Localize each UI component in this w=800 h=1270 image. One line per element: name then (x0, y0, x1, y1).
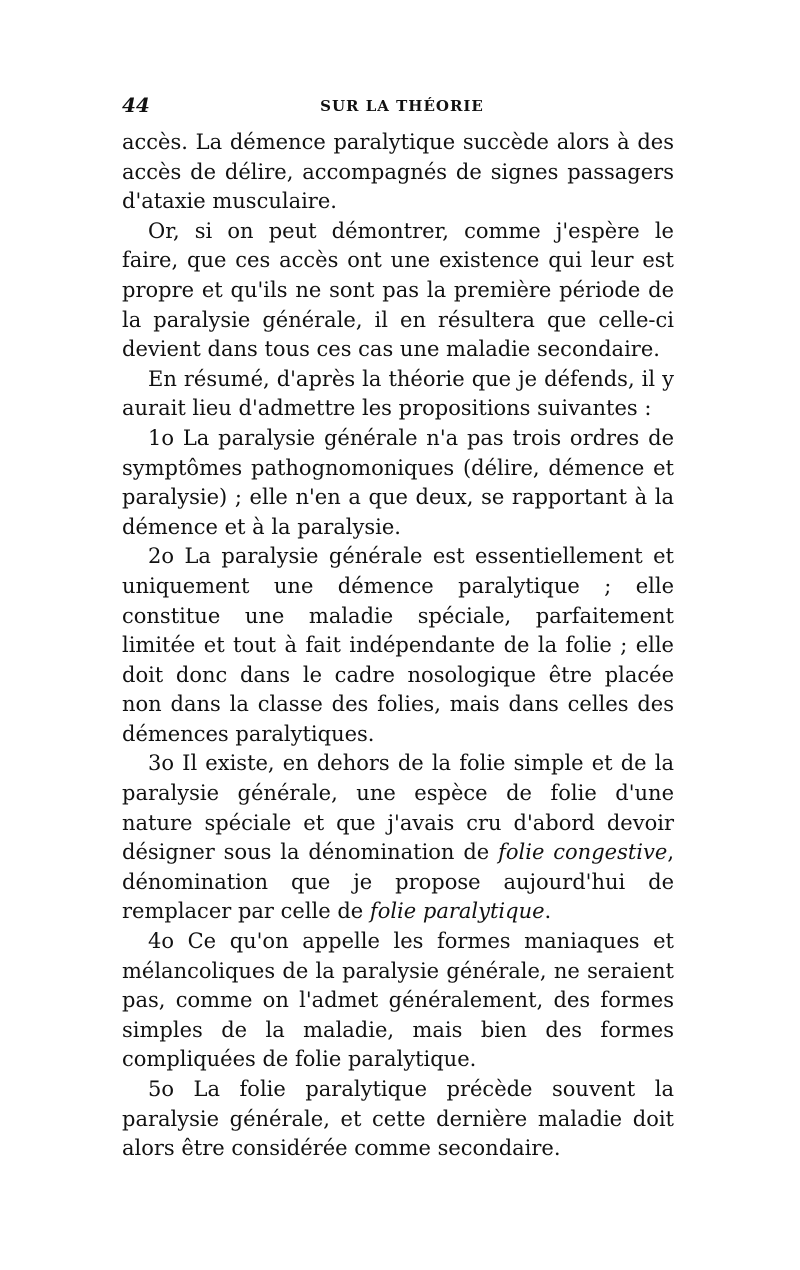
proposition-text: . (544, 899, 552, 924)
proposition-number: 5o (148, 1077, 175, 1101)
page-number: 44 (122, 93, 150, 117)
proposition-3 (122, 749, 674, 927)
italic-term-folie-paralytique: folie paralytique (369, 899, 545, 924)
proposition-text: , dénomination que je propose aujourd'hui de remplacer par celle de (122, 840, 674, 924)
proposition-text: Ce qu'on appelle les formes maniaques et mélancoliques de la paralysie générale, ne seraient pas, comme on l'admet généralement, des formes simples de la maladie, mais bien des formes compliquées de folie paralytique. (122, 929, 674, 1072)
proposition-text: Il existe, en dehors de la folie simple et de la paralysie générale, une espèce de folie d'une nature spéciale et que j'avais cru d'abord devoir désigner sous la dénomination de (122, 751, 674, 865)
paragraph (122, 365, 674, 424)
paragraph-text: En résumé, d'après la théorie que je défends, il y aurait lieu d'admettre les propositions suivantes : (122, 366, 674, 421)
proposition-text: La paralysie générale n'a pas trois ordres de symptômes pathognomoniques (délire, démence et paralysie) ; elle n'en a que deux, se rapportant à la démence et à la paralysie. (122, 425, 674, 539)
proposition-number: 3o (148, 751, 175, 776)
paragraph-continuation (122, 128, 674, 217)
proposition-4 (122, 927, 674, 1075)
proposition-5 (122, 1075, 674, 1164)
proposition-number: 2o (148, 544, 175, 569)
paragraph-text: accès. La démence paralytique succède alors à des accès de délire, accompagnés de signes passagers d'ataxie musculaire. (122, 130, 674, 214)
proposition-2 (122, 542, 674, 749)
italic-term-folie-congestive: folie congestive (498, 840, 668, 865)
proposition-text: La paralysie générale est essentiellement et uniquement une démence paralytique ; elle constitue une maladie spéciale, parfaitement limitée et tout à fait indépendante de la folie ; elle doit donc dans le cadre nosologique être placée non dans la classe des folies, mais dans celles des démences paralytiques. (122, 544, 674, 746)
proposition-number: 1o (148, 425, 175, 450)
paragraph-text: Or, si on peut démontrer, comme j'espère le faire, que ces accès ont une existence qui leur est propre et qu'ils ne sont pas la première période de la paralysie générale, il en résultera que celle-ci devient dans tous ces cas une maladie secondaire. (122, 218, 674, 362)
proposition-number: 4o (148, 929, 175, 954)
proposition-text: La folie paralytique précède souvent la paralysie générale, et cette dernière maladie doit alors être considérée comme secondaire. (122, 1077, 674, 1161)
proposition-1 (122, 424, 674, 542)
paragraph (122, 217, 674, 365)
page-header (122, 93, 682, 121)
running-head: SUR LA THÉORIE (320, 97, 484, 115)
body-text (122, 128, 674, 1164)
